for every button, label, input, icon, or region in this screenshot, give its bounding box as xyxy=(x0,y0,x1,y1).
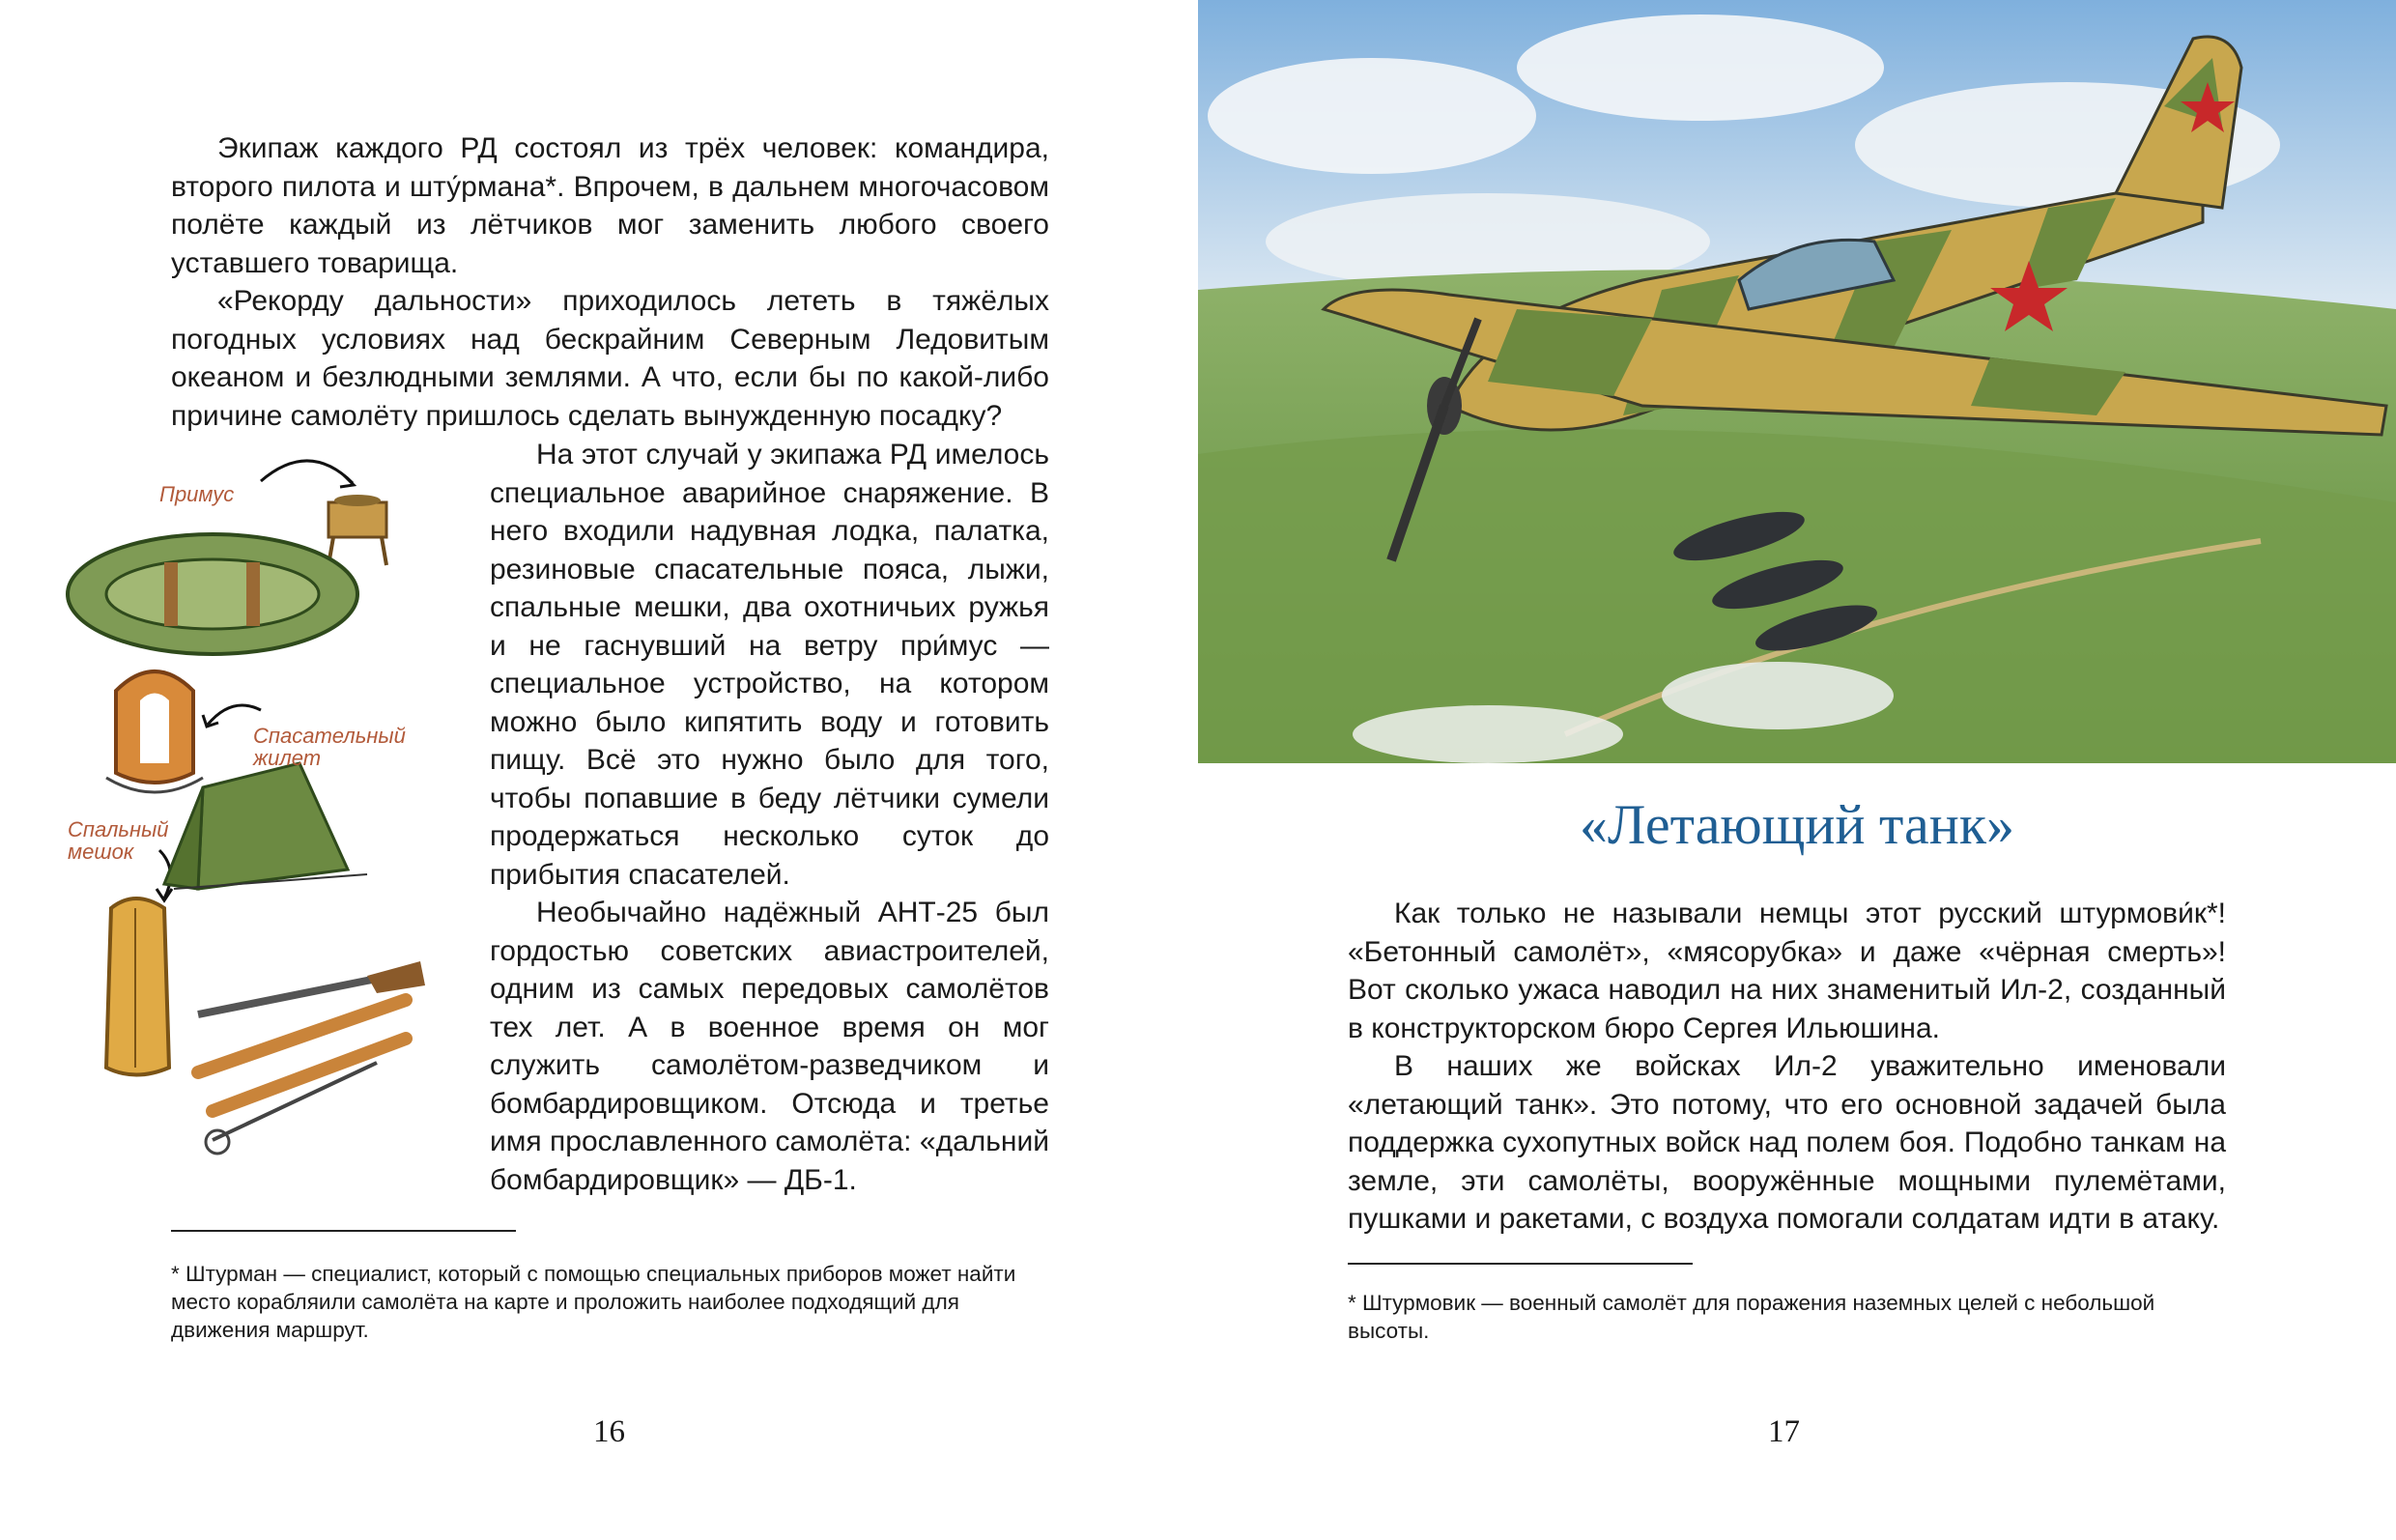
label-bag-line2: мешок xyxy=(68,840,134,864)
label-vest-line2: жилет xyxy=(253,746,322,770)
label-vest xyxy=(253,725,406,769)
right-page xyxy=(1198,0,2396,1540)
footnote-rule xyxy=(1348,1263,1693,1265)
page-number: 16 xyxy=(593,1414,625,1449)
label-bag-line1: Спальный xyxy=(68,817,169,841)
vest-icon xyxy=(106,671,203,792)
paragraph: В наших же войсках Ил-2 уважительно именовали «летающий танк». Это потому, что его основной задачей была поддержка сухопутных войск над полем боя. Подобно танкам на земле, эти самолёты, вооружённые мощными пулемётами, пушками и ракетами, с воздуха помогали солдатам идти в атаку. xyxy=(1348,1050,2226,1235)
footnote: * Штурмовик — военный самолёт для поражения наземных целей с небольшой высоты. xyxy=(1348,1291,2155,1343)
label-vest-line1: Спасательный xyxy=(253,724,406,748)
top-text-block xyxy=(171,129,1049,435)
page-number: 17 xyxy=(1768,1414,1800,1449)
footnote-rule xyxy=(171,1230,516,1232)
skis-icon xyxy=(198,1000,406,1154)
section-heading: «Летающий танк» xyxy=(1579,793,2015,856)
bag-icon xyxy=(106,898,169,1075)
paragraph: На этот случай у экипажа РД имелось специальное аварийное снаряжение. В него входили надувная лодка, палатка, резиновые спасательные пояса, лыжи, спальные мешки, два охотничьих ружья и не гаснувший на ветру при́мус — специальное устройство, на котором можно было кипятить воду и готовить пищу. Всё это нужно было для того, чтобы попавшие в беду лётчики сумели продержаться несколько суток до прибытия спасателей. xyxy=(490,439,1049,891)
paragraph: Экипаж каждого РД состоял из трёх человек: командира, второго пилота и шту́рмана*. Впрочем, в дальнем многочасовом полёте каждый из лётчиков мог заменить любого своего уставшего товарища. xyxy=(171,132,1049,279)
column-text-block xyxy=(490,436,1049,1199)
paragraph: Необычайно надёжный АНТ-25 был гордостью советских авиастроителей, одним из самых передовых самолётов тех лет. А в военное время он мог служить самолётом-разведчиком и бомбардировщиком. Отсюда и третье имя прославленного самолёта: «дальний бомбардировщик» — ДБ-1. xyxy=(490,897,1049,1196)
paragraph: «Рекорду дальности» приходилось лететь в тяжёлых погодных условиях над бескрайним Северным Ледовитым океаном и безлюдными землями. А что, если бы по какой-либо причине самолёту пришлось сделать вынужденную посадку? xyxy=(171,285,1049,432)
plane-illustration xyxy=(1198,0,2396,763)
equipment-illustration xyxy=(58,444,444,1169)
paragraph: Как только не называли немцы этот русский штурмови́к*! «Бетонный самолёт», «мясорубка» и даже «чёрная смерть»! Вот сколько ужаса наводил на них знаменитый Ил-2, созданный в конструкторском бюро Сергея Ильюшина. xyxy=(1348,898,2226,1044)
label-primus: Примус xyxy=(159,482,235,506)
boat-icon xyxy=(68,534,357,654)
right-text-block xyxy=(1348,895,2226,1239)
footnote: * Штурман — специалист, который с помощью специальных приборов может найти место корабляили самолёта на карте и проложить наиболее подходящий для движения маршрут. xyxy=(171,1262,1016,1342)
label-bag xyxy=(68,818,169,863)
primus-icon xyxy=(328,495,386,565)
